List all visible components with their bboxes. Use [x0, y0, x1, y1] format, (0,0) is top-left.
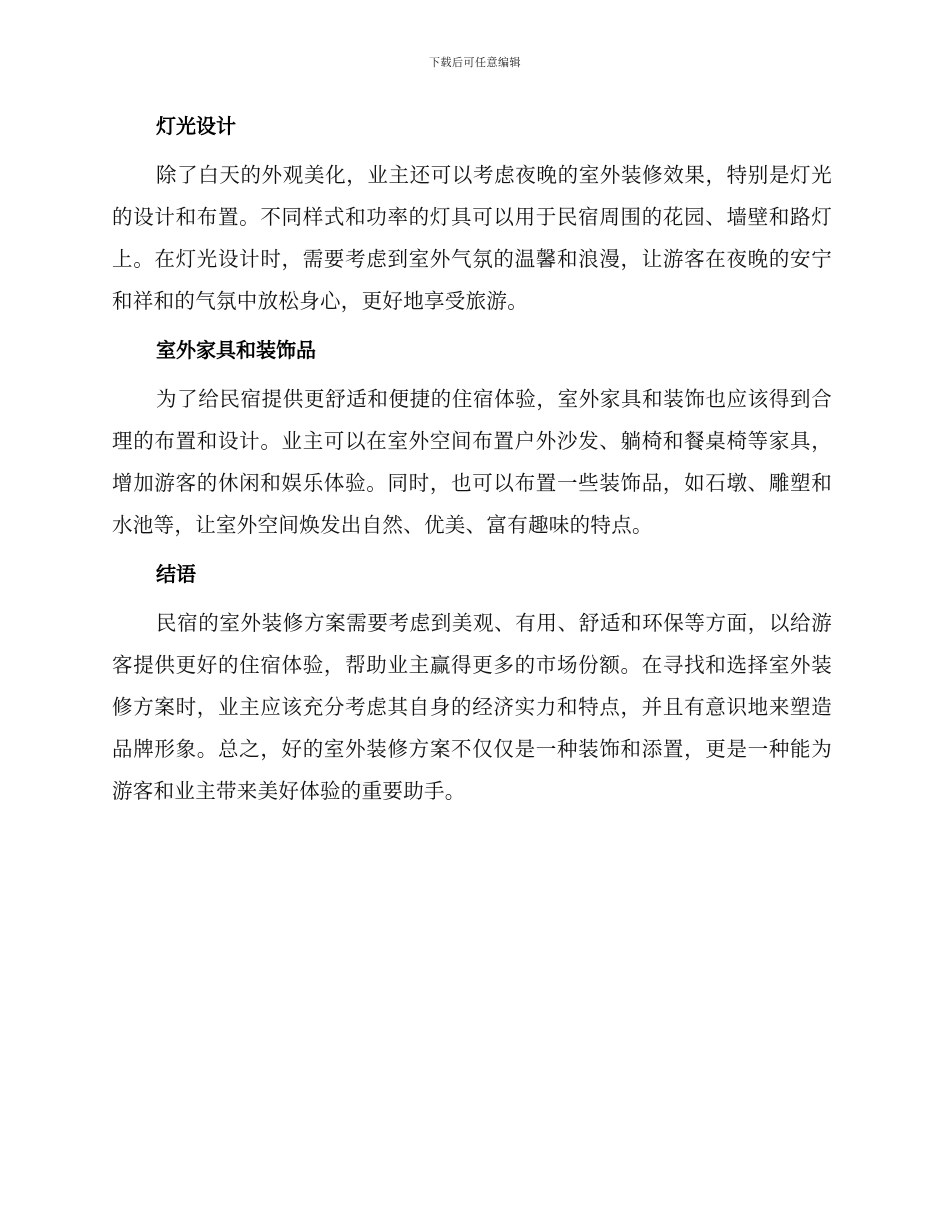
- section-paragraph: 除了白天的外观美化，业主还可以考虑夜晚的室外装修效果，特别是灯光的设计和布置。不同样式和功率的灯具可以用于民宿周围的花园、墙壁和路灯上。在灯光设计时，需要考虑到室外气氛的温馨和浪漫，让游客在夜晚的安宁和祥和的气氛中放松身心，更好地享受旅游。: [112, 163, 832, 313]
- section-outdoor-furniture: [112, 334, 832, 546]
- section-conclusion: [112, 558, 832, 812]
- page-header: 下载后可任意编辑: [429, 56, 521, 69]
- section-heading: 灯光设计: [156, 114, 236, 138]
- section-paragraph: 为了给民宿提供更舒适和便捷的住宿体验，室外家具和装饰也应该得到合理的布置和设计。业主可以在室外空间布置户外沙发、躺椅和餐桌椅等家具，增加游客的休闲和娱乐体验。同时，也可以布置一些装饰品，如石墩、雕塑和水池等，让室外空间焕发出自然、优美、富有趣味的特点。: [112, 387, 832, 537]
- section-lighting-design: [112, 110, 832, 322]
- document-body: [112, 110, 832, 824]
- section-heading: 室外家具和装饰品: [156, 338, 316, 362]
- section-paragraph: 民宿的室外装修方案需要考虑到美观、有用、舒适和环保等方面，以给游客提供更好的住宿体验，帮助业主赢得更多的市场份额。在寻找和选择室外装修方案时，业主应该充分考虑其自身的经济实力和特点，并且有意识地来塑造品牌形象。总之，好的室外装修方案不仅仅是一种装饰和添置，更是一种能为游客和业主带来美好体验的重要助手。: [112, 611, 832, 803]
- section-heading: 结语: [156, 562, 196, 586]
